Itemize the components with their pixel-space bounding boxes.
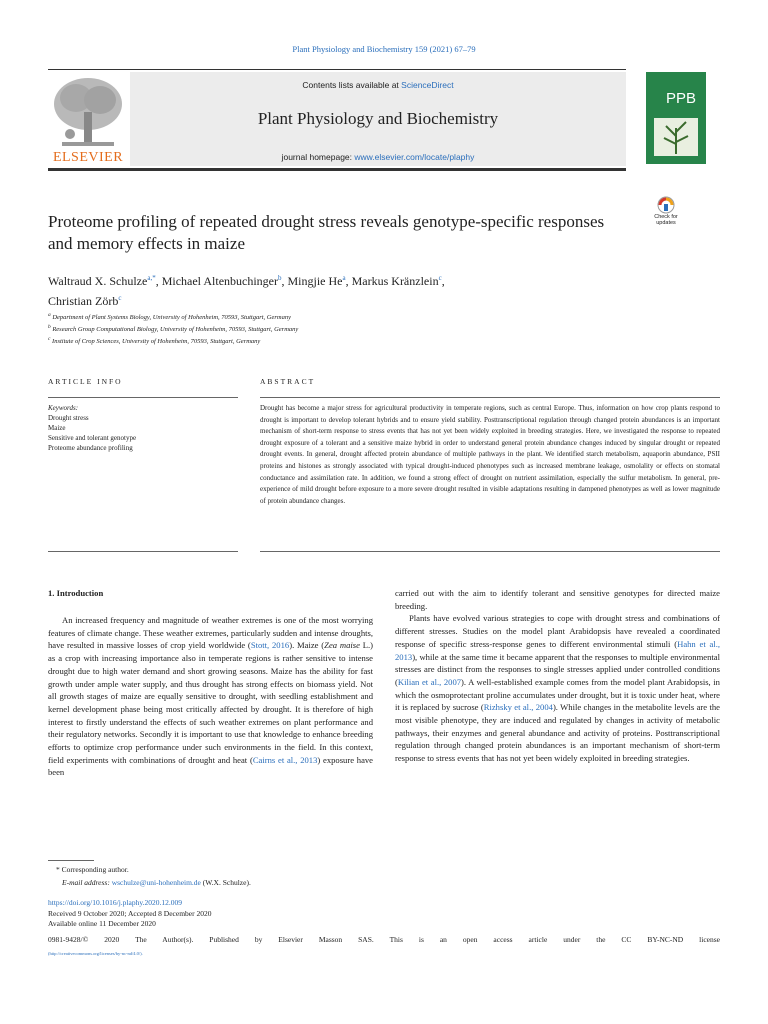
keywords-block [48, 403, 238, 453]
journal-citation[interactable]: Plant Physiology and Biochemistry 159 (2021) 67–79 [292, 44, 476, 54]
footnotes [48, 863, 251, 889]
paragraph: An increased frequency and magnitude of weather extremes is one of the most worrying features of climate change. These weather extremes, particularly sudden and intense droughts, have resulted in massive losses of crop yield worldwide (Stott, 2016). Maize (Zea maise L.) as a crop with increasing importance also in temperate regions is rather sensitive to intense drought due to high water demand and short growing seasons. Maize has the ability for fast growth under ample water supply, and thus drought has strong effects on biomass yield. Not all growth stages of maize are equally sensitive to drought, with seedling establishment and kernel development phase being most critically affected by drought. It is therefore of high interest to firstly understand the effects of such weather extremes on plant performance and their regulatory networks. Secondly it is important to use that knowledge to enhance breeding efforts to optimize crop performance under such environments in the field. In this context, field experiments with combinations of drought and heat (Cairns et al., 2013) exposure have been [48, 615, 373, 778]
keyword: Sensitive and tolerant genotype [48, 434, 137, 442]
elsevier-wordmark: ELSEVIER [52, 150, 124, 165]
article-title: Proteome profiling of repeated drought stress reveals genotype-specific responses and memory effects in maize [48, 212, 605, 253]
reference-link[interactable]: Rizhsky et al., 2004 [483, 702, 553, 713]
contents-prefix: Contents lists available at [302, 80, 402, 90]
keyword: Proteome abundance profiling [48, 444, 133, 452]
author[interactable]: Michael Altenbuchinger$^b$ [161, 274, 282, 288]
journal-cover-thumbnail[interactable] [646, 72, 706, 164]
abstract-heading: ABSTRACT [260, 377, 316, 386]
corresponding-author-note: * Corresponding author. [56, 865, 129, 874]
cover-abbrev: PPB [666, 90, 697, 107]
journal-title: Plant Physiology and Biochemistry [257, 109, 499, 128]
reference-link[interactable]: Kilian et al., 2007 [397, 676, 462, 687]
reference-link[interactable]: Hahn et al., 2013 [395, 638, 720, 662]
article-info-heading: ARTICLE INFO [48, 377, 123, 386]
author[interactable]: Waltraud X. Schulze$^{a,*}$ [48, 274, 156, 288]
header-top-rule [48, 69, 626, 70]
keyword: Drought stress [48, 414, 89, 422]
contents-line [130, 80, 626, 90]
author-list: Waltraud X. Schulze$^{a,*}$, Michael Altenbuchinger$^b$, Mingjie He$^a$, Markus Kränzlein$^c$, Christian Zörb$^c$ [48, 274, 445, 308]
sciencedirect-link[interactable]: ScienceDirect [401, 80, 454, 90]
check-for-updates-label[interactable]: Check for updates [654, 214, 678, 226]
online-date: Available online 11 December 2020 [48, 919, 156, 928]
section-heading-introduction: 1. Introduction [48, 588, 104, 598]
author[interactable]: Mingjie He$^a$ [287, 274, 346, 288]
article-info-end-rule [48, 551, 238, 552]
email-note: E-mail address: wschulze@uni-hohenheim.de (W.X. Schulze). [62, 878, 251, 887]
email-link[interactable]: wschulze@uni-hohenheim.de [111, 878, 201, 887]
keyword: Maize [48, 424, 66, 432]
abstract-rule [260, 397, 720, 398]
homepage-prefix: journal homepage: [281, 152, 355, 162]
publication-info [48, 898, 211, 930]
affiliation: $^a$ Department of Plant Systems Biology, University of Hohenheim, 70593, Stuttgart, Germany [48, 312, 291, 322]
received-dates: Received 9 October 2020; Accepted 8 December 2020 [48, 908, 212, 918]
header-bottom-rule [48, 168, 626, 171]
cover-plant-icon [646, 72, 706, 164]
keywords-label: Keywords: [48, 404, 79, 412]
abstract-text: Drought has become a major stress for agricultural productivity in temperate regions, such as central Europe. Thus, information on how crop plants respond to drought is important to develop tolerant hybrids and to ensure yield stability. Posttranscriptional regulation through changed protein abundances is an important mechanism of short-term response to stress events that has not yet been widely exploited in breeding strategies. Here, we investigated the response to repeated drought exposure of a tolerant and a sensitive maize hybrid in order to understand general protein abundance changes induced by singular drought or repeated drought events. In general, drought affected protein abundance of multiple pathways in the plant. We identified starch metabolism, aquaporin abundance, PSII proteins and histones as strongly associated with typical drought-induced phenotypes such as increased membrane leakage, osmolality or effects on stomatal conductance and assimilation rate. In addition, we found a strong effect of drought on nutrient assimilation, especially the sulfur metabolism. In general, pre-experience of mild drought before exposure to a more severe drought resulted in visible adaptations resulting in dampened phenotypes as well as lower magnitude of protein abundance changes. [260, 404, 720, 505]
affiliation: $^b$ Research Group Computational Biology, University of Hohenheim, 70593, Stuttgart, Germany [48, 324, 299, 334]
body-column-right [395, 587, 720, 765]
license-link[interactable]: (http://creativecommons.org/licenses/by-nc-nd/4.0/). [48, 951, 143, 956]
article-info-rule [48, 397, 238, 398]
abstract-end-rule [260, 551, 720, 552]
reference-link[interactable]: Cairns et al., 2013 [252, 754, 318, 765]
author[interactable]: Christian Zörb$^c$ [48, 294, 122, 308]
homepage-link[interactable]: www.elsevier.com/locate/plaphy [354, 152, 475, 162]
license-statement: 0981-9428/© 2020 The Author(s). Published by Elsevier Masson SAS. This is an open access article under the CC BY-NC-ND license [48, 935, 720, 944]
doi-link[interactable]: https://doi.org/10.1016/j.plaphy.2020.12.009 [48, 898, 182, 907]
body-column-left [48, 614, 373, 779]
reference-link[interactable]: Stott, 2016 [250, 640, 290, 651]
paragraph: Plants have evolved various strategies to cope with drought stress and combinations of different stresses. Studies on the model plant Arabidopsis have revealed a coordinated response of specific stress-response genes to different environmental stimuli (Hahn et al., 2013), while at the same time it became apparent that the responses to multiple environmental stresses are distinct from the responses to single stresses applied under controlled conditions (Kilian et al., 2007). A well-established example comes from the model plant Arabidopsis, in which the osmoprotectant proline accumulates under drought, but it is toxic under heat, where it is replaced by sucrose (Rizhsky et al., 2004). While changes in the metabolite levels are the most visible phenotype, they are induced and regulated by changes in activity of metabolic pathways, their enzymes and general abundance and activity of proteins. Posttranscriptional regulation through changed protein abundances is an important mechanism of short-term response to stress events that has not yet been widely exploited in breeding strategies. [395, 613, 720, 764]
homepage-line [130, 152, 626, 162]
paragraph: carried out with the aim to identify tolerant and sensitive genotypes for directed maize breeding. [395, 588, 720, 611]
footnote-rule [48, 860, 94, 861]
author[interactable]: Markus Kränzlein$^c$ [351, 274, 442, 288]
affiliation: $^c$ Institute of Crop Sciences, University of Hohenheim, 70593, Stuttgart, Germany [48, 336, 261, 346]
